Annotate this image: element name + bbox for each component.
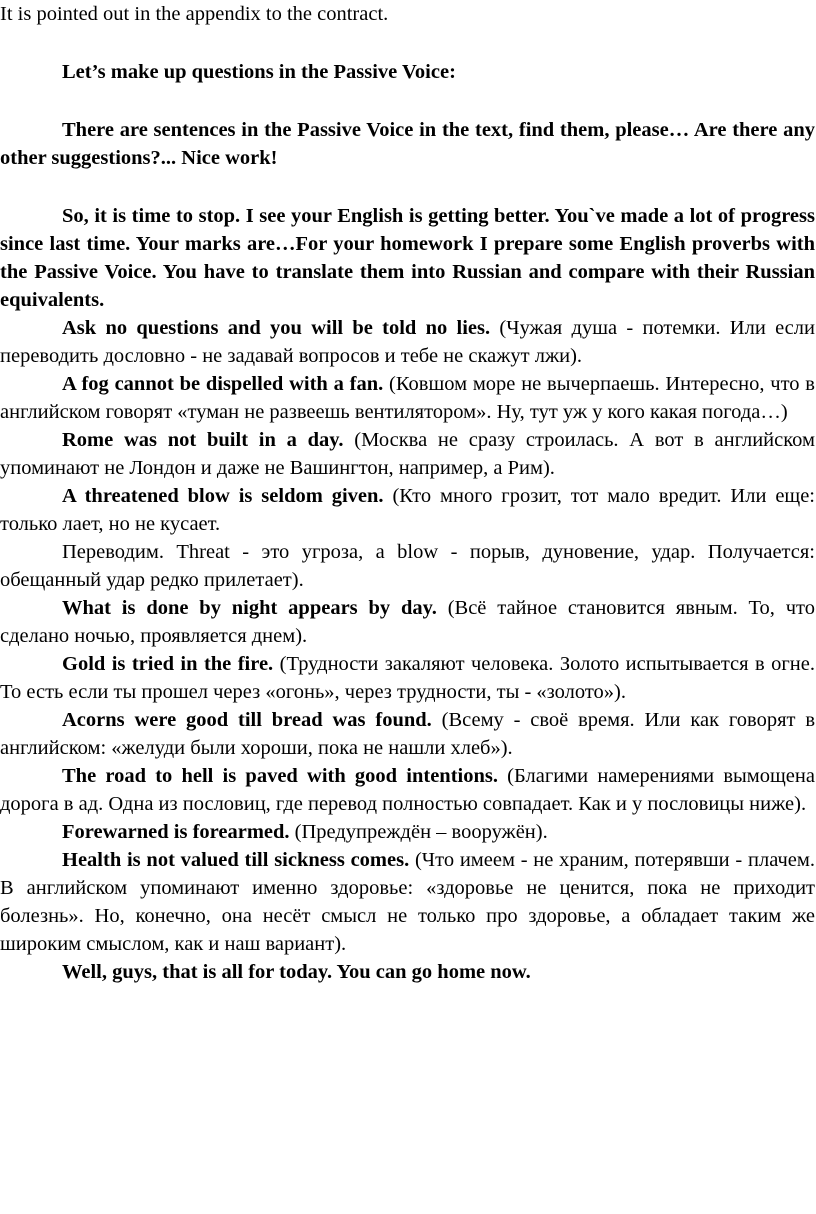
proverb-english: The road to hell is paved with good intentions.: [62, 765, 498, 787]
proverb-comment: (Чужая душа - потемки. Или если переводить дословно - не задавай вопросов и тебе не скажут лжи).: [0, 317, 815, 367]
proverb-paragraph: [0, 482, 815, 538]
proverb-english: Rome was not built in a day.: [62, 429, 344, 451]
proverb-paragraph: [0, 426, 815, 482]
proverb-comment: (Что имеем - не храним, потерявши - плачем. В английском упоминают именно здоровье: «здоровье не ценится, пока не приходит болезнь». Но, конечно, она несёт смысл не только про здоровье, а обладает таким же широким смыслом, как и наш вариант).: [0, 849, 815, 955]
proverb-comment: (Всему - своё время. Или как говорят в английском: «желуди были хороши, пока не нашли хлеб»).: [0, 709, 815, 759]
closing-remarks-paragraph: [0, 202, 815, 314]
proverb-paragraph: [0, 846, 815, 958]
proverb-comment: (Ковшом море не вычерпаешь. Интересно, что в английском говорят «туман не развеешь вентилятором». Ну, тут уж у кого какая погода…): [0, 373, 815, 423]
proverb-paragraph: [0, 762, 815, 818]
proverb-paragraph: [0, 650, 815, 706]
proverb-english: Acorns were good till bread was found.: [62, 709, 432, 731]
proverb-comment: (Благими намерениями вымощена дорога в ад. Одна из пословиц, где перевод полностью совпадает. Как и у пословицы ниже).: [0, 765, 815, 815]
proverb-english: A threatened blow is seldom given.: [62, 485, 384, 507]
closing-remarks-text: So, it is time to stop. I see your English is getting better. You`ve made a lot of progress since last time. Your marks are…For your homework I prepare some English proverbs with the Passive Voice. You have to translate them into Russian and compare with their Russian equivalents.: [0, 205, 815, 311]
heading-questions-text: Let’s make up questions in the Passive Voice:: [62, 61, 456, 83]
proverb-comment: (Москва не сразу строилась. А вот в английском упоминают не Лондон и даже не Вашингтон, например, а Рим).: [0, 429, 815, 479]
find-sentences-paragraph: [0, 116, 815, 172]
proverb-english: Forewarned is forearmed.: [62, 821, 290, 843]
translation-note: Переводим. Threat - это угроза, a blow - порыв, дуновение, удар. Получается: обещанный удар редко прилетает).: [0, 541, 815, 591]
proverb-comment: (Кто много грозит, тот мало вредит. Или еще: только лает, но не кусает.: [0, 485, 816, 535]
farewell-text: Well, guys, that is all for today. You can go home now.: [62, 961, 531, 983]
proverb-comment: (Всё тайное становится явным. То, что сделано ночью, проявляется днем).: [0, 597, 815, 647]
proverb-paragraph: [0, 370, 815, 426]
farewell-paragraph: [0, 958, 815, 986]
proverb-paragraph: [0, 594, 815, 650]
proverb-paragraph: [0, 818, 815, 846]
proverb-comment: (Предупреждён – вооружён).: [289, 821, 548, 843]
proverb-comment: (Трудности закаляют человека. Золото испытывается в огне. То есть если ты прошел через «огонь», через трудности, ты - «золото»).: [0, 653, 815, 703]
proverb-paragraph: [0, 706, 815, 762]
proverb-english: A fog cannot be dispelled with a fan.: [62, 373, 384, 395]
proverb-paragraph: [0, 314, 815, 370]
proverb-english: Gold is tried in the fire.: [62, 653, 274, 675]
find-sentences-text: There are sentences in the Passive Voice in the text, find them, please… Are there any other suggestions?... Nice work!: [0, 119, 815, 169]
proverb-english: What is done by night appears by day.: [62, 597, 437, 619]
heading-questions: [0, 58, 815, 86]
proverb-english: Ask no questions and you will be told no lies.: [62, 317, 491, 339]
intro-line: It is pointed out in the appendix to the contract.: [0, 3, 389, 25]
proverb-english: Health is not valued till sickness comes.: [62, 849, 410, 871]
